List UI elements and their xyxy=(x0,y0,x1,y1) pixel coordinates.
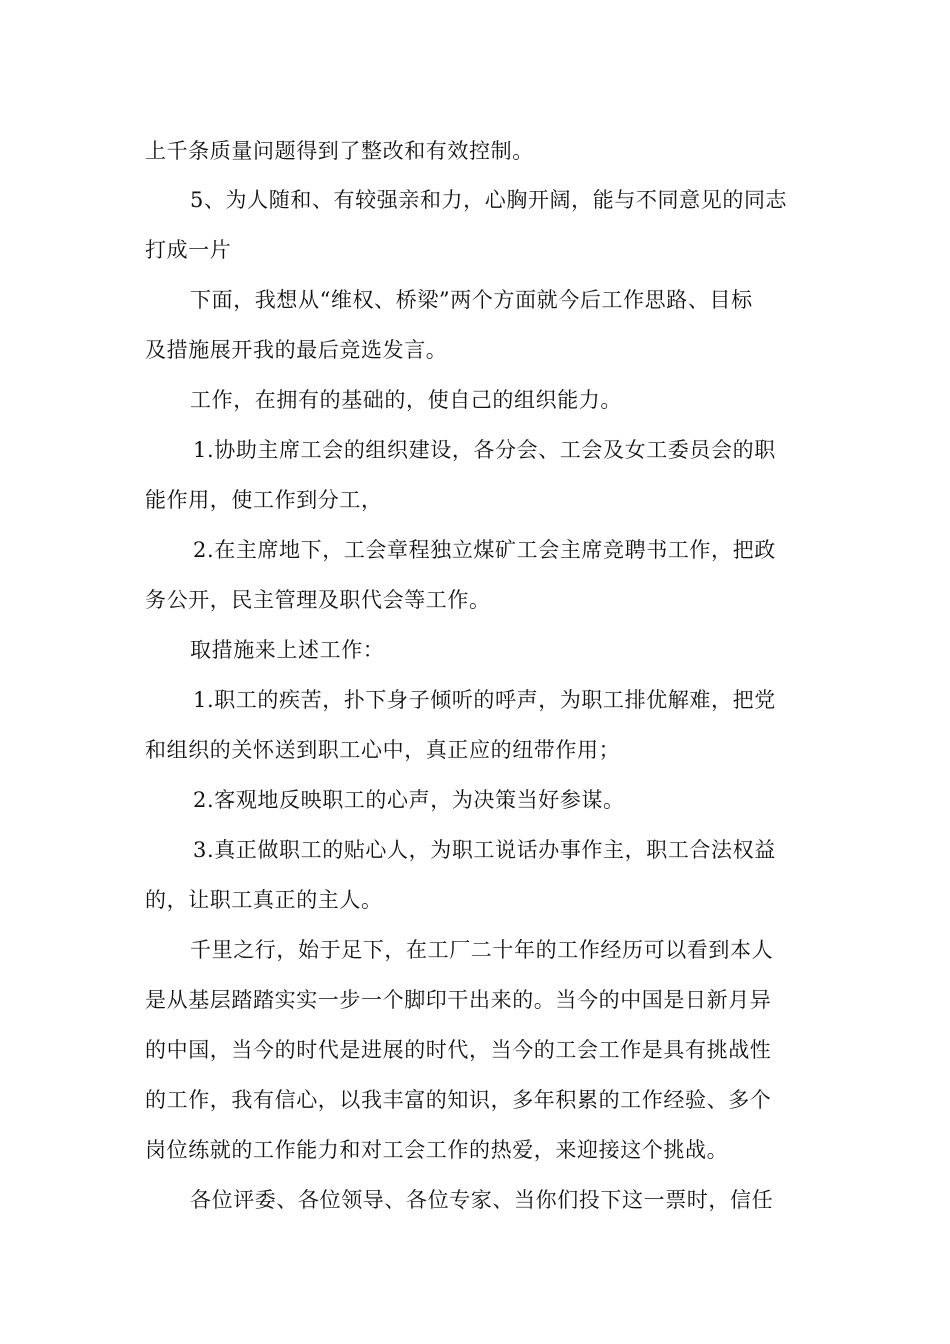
text-line: 工作，在拥有的基础的，使自己的组织能力。 xyxy=(190,388,622,412)
text-line: 5、为人随和、有较强亲和力，心胸开阔，能与不同意见的同志 xyxy=(190,188,788,212)
text-line: 取措施来上述工作： xyxy=(190,638,385,662)
text-line: 能作用，使工作到分工， xyxy=(145,488,383,512)
text-line: 岗位练就的工作能力和对工会工作的热爱，来迎接这个挑战。 xyxy=(145,1138,729,1162)
text-line: 下面，我想从“维权、桥梁”两个方面就今后工作思路、目标 xyxy=(190,288,753,312)
text-line: 和组织的关怀送到职工心中，真正应的纽带作用； xyxy=(145,738,621,762)
text-line: 2.在主席地下，工会章程独立煤矿工会主席竞聘书工作，把政 xyxy=(193,538,776,562)
text-line: 2.客观地反映职工的心声，为决策当好参谋。 xyxy=(193,788,625,812)
text-line: 1.职工的疾苦，扑下身子倾听的呼声，为职工排优解难，把党 xyxy=(193,688,776,712)
text-line: 及措施展开我的最后竞选发言。 xyxy=(145,338,448,362)
text-line: 务公开，民主管理及职代会等工作。 xyxy=(145,588,491,612)
text-line: 1.协助主席工会的组织建设，各分会、工会及女工委员会的职 xyxy=(193,438,776,462)
text-line: 是从基层踏踏实实一步一个脚印干出来的。当今的中国是日新月异 xyxy=(145,988,772,1012)
text-line: 的中国，当今的时代是进展的时代，当今的工会工作是具有挑战性 xyxy=(145,1038,772,1062)
text-line: 打成一片 xyxy=(145,238,232,262)
text-line: 的工作，我有信心，以我丰富的知识，多年积累的工作经验、多个 xyxy=(145,1088,772,1112)
text-line: 上千条质量问题得到了整改和有效控制。 xyxy=(145,139,534,163)
text-line: 3.真正做职工的贴心人，为职工说话办事作主，职工合法权益 xyxy=(193,838,776,862)
text-line: 的，让职工真正的主人。 xyxy=(145,888,383,912)
text-line: 各位评委、各位领导、各位专家、当你们投下这一票时，信任 xyxy=(190,1188,774,1212)
text-line: 千里之行，始于足下，在工厂二十年的工作经历可以看到本人 xyxy=(190,938,774,962)
